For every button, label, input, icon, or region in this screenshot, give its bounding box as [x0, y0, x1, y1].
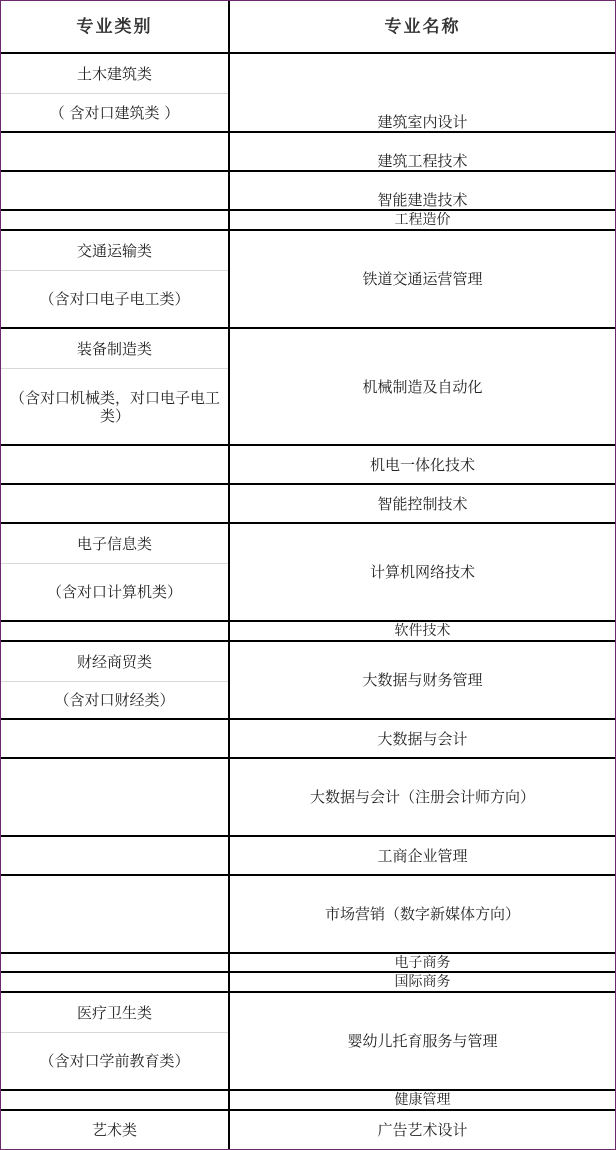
major-name: 广告艺术设计 [377, 1121, 468, 1139]
major-name: 健康管理 [394, 1092, 451, 1108]
major-name: 工商企业管理 [377, 846, 468, 865]
major-name: 市场营销（数字新媒体方向） [324, 905, 520, 923]
major-name: 机械制造及自动化 [362, 377, 483, 396]
major-name: 计算机网络技术 [369, 563, 475, 581]
major-name: 大数据与会计（注册会计师方向） [309, 788, 535, 806]
category-note: （含对口机械类，对口电子电工类） [9, 388, 220, 425]
category-note: （含对口财经类） [54, 691, 175, 709]
major-name: 国际商务 [394, 974, 451, 990]
major-name: 铁道交通运营管理 [362, 270, 483, 288]
category-name: 电子信息类 [76, 534, 152, 553]
major-name: 大数据与会计 [377, 729, 468, 748]
major-name: 智能控制技术 [377, 494, 468, 513]
major-name: 建筑工程技术 [377, 152, 468, 170]
category-name: 艺术类 [91, 1121, 137, 1139]
major-name: 软件技术 [394, 623, 451, 639]
major-name: 智能建造技术 [377, 191, 468, 209]
category-name: 医疗卫生类 [76, 1003, 152, 1022]
major-name: 机电一体化技术 [369, 455, 475, 474]
category-name: 装备制造类 [76, 339, 152, 358]
category-name: 交通运输类 [76, 241, 152, 260]
category-note: （含对口计算机类） [46, 583, 182, 601]
major-name: 工程造价 [394, 212, 451, 228]
major-name: 婴幼儿托育服务与管理 [347, 1032, 498, 1050]
category-note: （含对口电子电工类） [39, 290, 190, 308]
header-major: 专业名称 [384, 16, 461, 37]
category-name: 财经商贸类 [76, 652, 152, 671]
major-name: 大数据与财务管理 [362, 671, 483, 689]
major-name: 电子商务 [394, 954, 451, 971]
major-name: 建筑室内设计 [377, 113, 468, 131]
category-note: （ 含对口建筑类 ） [49, 103, 180, 122]
category-name: 土木建筑类 [76, 64, 152, 83]
category-note: （含对口学前教育类） [39, 1052, 190, 1070]
header-category: 专业类别 [76, 16, 153, 37]
